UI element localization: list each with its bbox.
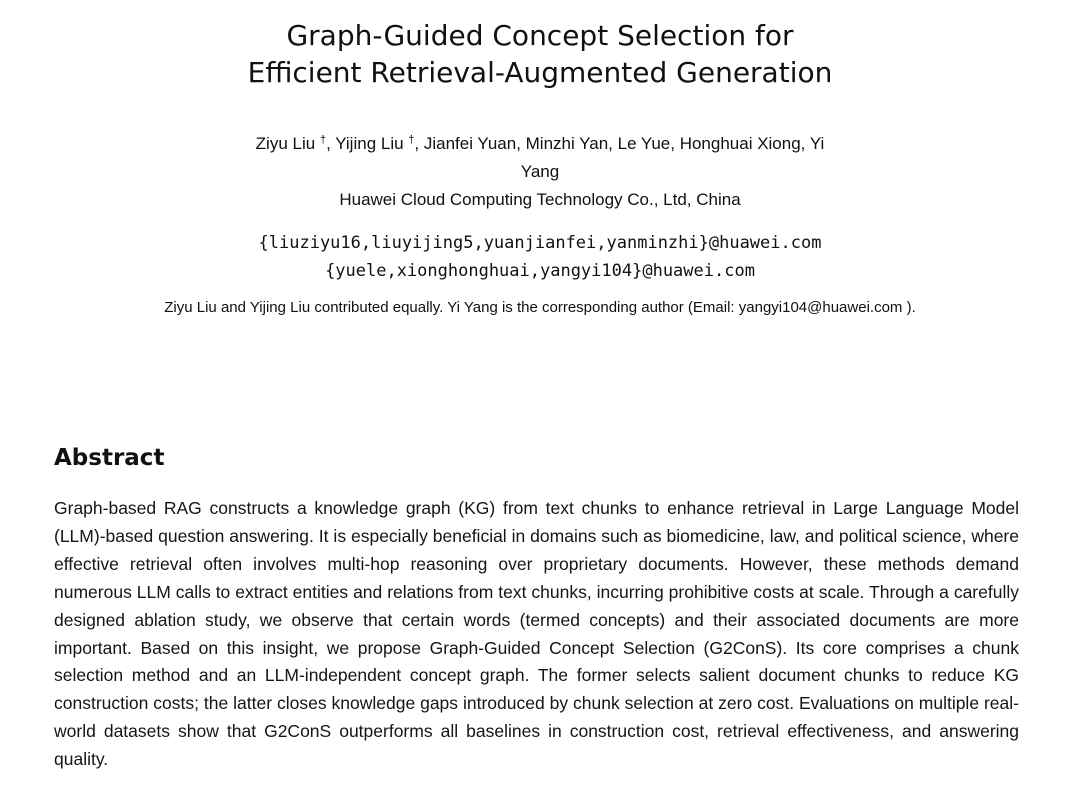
author-list-rest: , Jianfei Yuan, Minzhi Yan, Le Yue, Honghuai Xiong, Yi bbox=[414, 134, 825, 153]
author-list bbox=[0, 130, 1080, 158]
email-block bbox=[0, 229, 1080, 285]
title-line-2: Efficient Retrieval-Augmented Generation bbox=[247, 56, 833, 89]
author-list-line-2: Yang bbox=[520, 162, 560, 181]
author-block bbox=[0, 130, 1080, 214]
equal-contribution-mark-1: † bbox=[319, 134, 327, 146]
equal-contribution-mark-2: † bbox=[408, 134, 415, 146]
email-line-1: {liuziyu16,liuyijing5,yuanjianfei,yanminzhi}@huawei.com bbox=[258, 233, 822, 253]
title-line-1: Graph-Guided Concept Selection for bbox=[286, 19, 794, 52]
email-line-2: {yuele,xionghonghuai,yangyi104}@huawei.com bbox=[325, 261, 755, 281]
abstract-heading: Abstract bbox=[54, 445, 165, 471]
affiliation: Huawei Cloud Computing Technology Co., Ltd, China bbox=[339, 190, 741, 209]
author-1: Ziyu Liu bbox=[255, 134, 316, 153]
contribution-footnote: Ziyu Liu and Yijing Liu contributed equally. Yi Yang is the corresponding author (Email: yangyi104@huawei.com ). bbox=[164, 299, 916, 316]
author-2: , Yijing Liu bbox=[326, 134, 404, 153]
paper-title bbox=[0, 17, 1080, 91]
abstract-body: Graph-based RAG constructs a knowledge graph (KG) from text chunks to enhance retrieval in Large Language Model (LLM)-based question answering. It is especially beneficial in domains such as biomedicine, law, and political science, where effective retrieval often involves multi-hop reasoning over proprietary documents. However, these methods demand numerous LLM calls to extract entities and relations from text chunks, incurring prohibitive costs at scale. Through a carefully designed ablation study, we observe that certain words (termed concepts) and their associated documents are more important. Based on this insight, we propose Graph-Guided Concept Selection (G2ConS). Its core comprises a chunk selection method and an LLM-independent concept graph. The former selects salient document chunks to reduce KG construction costs; the latter closes knowledge gaps introduced by chunk selection at zero cost. Evaluations on multiple real-world datasets show that G2ConS outperforms all baselines in construction cost, retrieval effectiveness, and answering quality. bbox=[54, 498, 1019, 770]
